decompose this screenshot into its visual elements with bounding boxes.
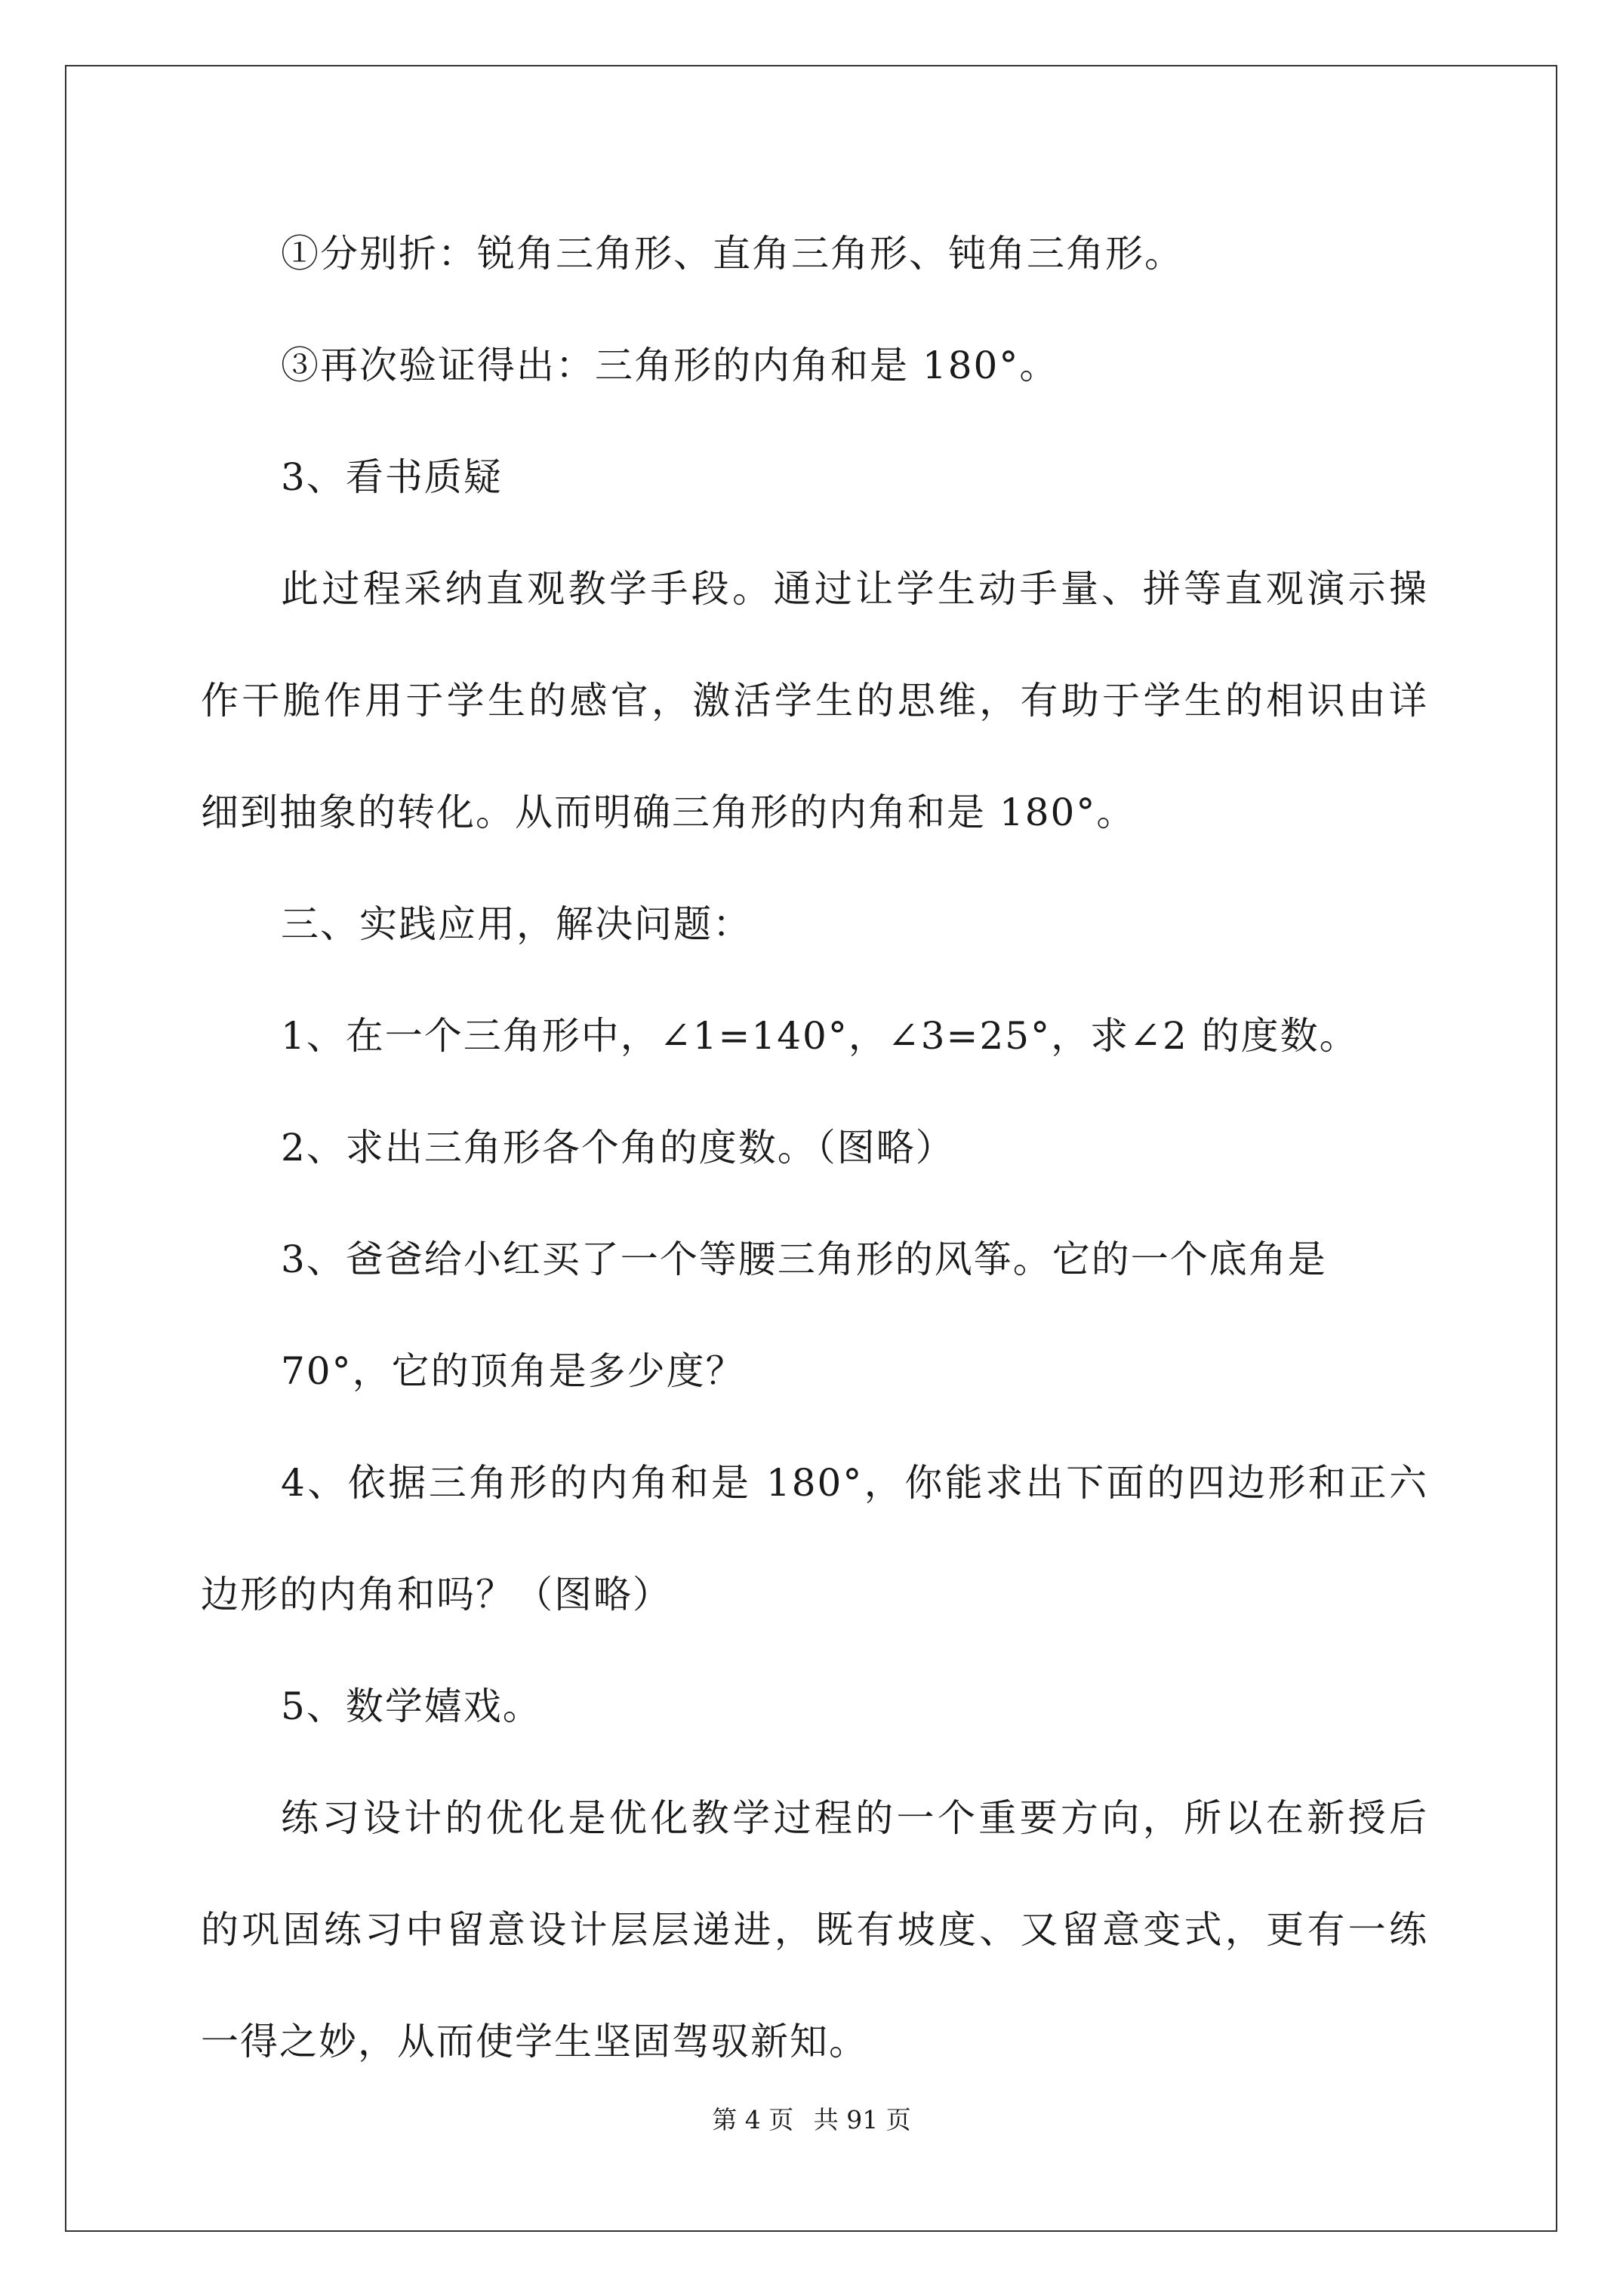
text-line-14: 5、数学嬉戏。 — [281, 1684, 542, 1728]
text-line-2: ③再次验证得出：三角形的内角和是 180°。 — [281, 344, 1059, 387]
page-footer — [0, 2103, 1623, 2137]
text-line-9: 2、求出三角形各个角的度数。（图略） — [281, 1126, 955, 1170]
page-number: 第 4 页 — [712, 2105, 794, 2134]
text-line-10: 3、爸爸给小红买了一个等腰三角形的风筝。它的一个底角是 — [281, 1237, 1327, 1281]
text-line-13: 边形的内角和吗？（图略） — [201, 1573, 672, 1616]
text-line-17: 一得之妙，从而使学生坚固驾驭新知。 — [201, 2020, 868, 2063]
text-line-5: 作干脆作用于学生的感官，激活学生的思维，有助于学生的相识由详 — [201, 679, 1428, 723]
text-line-1: ①分别折：锐角三角形、直角三角形、钝角三角形。 — [281, 232, 1184, 276]
text-line-12: 4、依据三角形的内角和是 180°，你能求出下面的四边形和正六 — [281, 1461, 1428, 1505]
text-line-6: 细到抽象的转化。从而明确三角形的内角和是 180°。 — [201, 791, 1136, 834]
page-total: 共 91 页 — [813, 2105, 911, 2134]
text-line-15: 练习设计的优化是优化教学过程的一个重要方向，所以在新授后 — [281, 1796, 1428, 1840]
text-line-4: 此过程采纳直观教学手段。通过让学生动手量、拼等直观演示操 — [281, 567, 1428, 611]
text-line-7: 三、实践应用，解决问题： — [281, 902, 752, 946]
text-line-11: 70°，它的顶角是多少度？ — [281, 1349, 745, 1393]
text-line-8: 1、在一个三角形中，∠1=140°，∠3=25°，求∠2 的度数。 — [281, 1014, 1359, 1058]
text-line-3: 3、看书质疑 — [281, 455, 503, 499]
text-line-16: 的巩固练习中留意设计层层递进，既有坡度、又留意变式，更有一练 — [201, 1908, 1428, 1952]
